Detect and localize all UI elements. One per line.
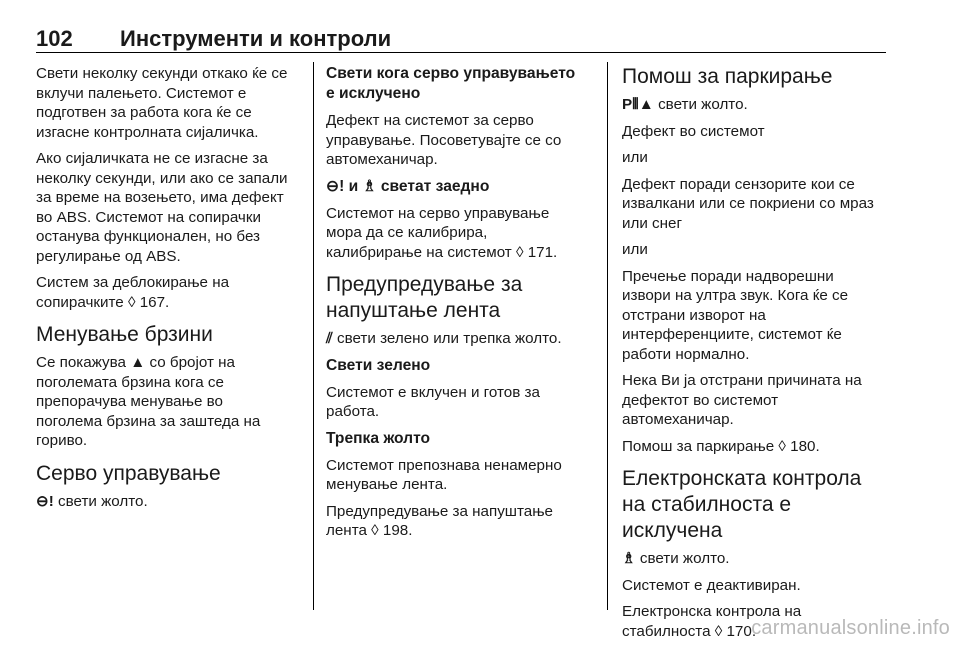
page-number: 102 bbox=[36, 26, 73, 51]
esc-reference: Електронска контрола на стабилноста ◊ 170. bbox=[622, 603, 802, 640]
or-text: или bbox=[622, 149, 648, 166]
interference-paragraph: Пречење поради надворешни извори на ултра звук. Кога ќе се отстрани изворот на интерференциите, системот ќе работи нормално. bbox=[622, 267, 849, 363]
gear-shift-heading: Менување брзини bbox=[36, 323, 213, 346]
steering-warning-icon: ⊖! bbox=[326, 177, 345, 195]
system-fault-text: Дефект во системот bbox=[622, 122, 765, 140]
lane-change-paragraph: Системот препознава ненамерно менување лента. bbox=[326, 456, 562, 493]
lane-departure-heading: Предупредување за напуштање лента bbox=[326, 273, 523, 322]
steering-warning-icon: ⊖! bbox=[36, 492, 54, 510]
servo-fault-paragraph: Дефект на системот за серво управување. Посоветувајте се со автомеханичар. bbox=[326, 112, 562, 168]
lane-departure-reference: Предупредување за напуштање лента ◊ 198. bbox=[326, 502, 554, 539]
abs-fault-paragraph: Ако сијаличката не се изгасне за неколку секунди, или ако се запали за време на возењето, има дефект во ABS. Системот на сопирачки останува функционален, но без регулирање од ABS. bbox=[36, 150, 288, 265]
calibration-paragraph: Системот на серво управување мора да се калибрира, калибрирање на системот ◊ 171. bbox=[326, 204, 558, 261]
power-steering-heading: Серво управување bbox=[36, 461, 221, 485]
page-title: Инструменти и контроли bbox=[120, 26, 392, 51]
sensor-fault-paragraph: Дефект поради сензорите кои се извалкани или се покриени со мраз или снег bbox=[622, 175, 874, 232]
lit-green-heading: Свети зелено bbox=[326, 356, 431, 374]
column-1 bbox=[36, 64, 298, 518]
lit-together-heading: ⊖! и ♗ светат заедно bbox=[326, 177, 490, 195]
esc-lamp-paragraph: ♗ свети жолто. bbox=[622, 550, 730, 567]
mechanic-paragraph: Нека Ви ја отстрани причината на дефектот во системот автомеханичар. bbox=[622, 372, 862, 428]
column-2 bbox=[326, 64, 588, 548]
lane-departure-paragraph: ⫽ свети зелено или трепка жолто. bbox=[326, 330, 562, 347]
esc-off-heading: Електронската контрола на стабилноста е исклучена bbox=[622, 467, 862, 542]
header-rule bbox=[36, 52, 886, 53]
page-header bbox=[36, 26, 886, 54]
or-text: или bbox=[622, 241, 648, 258]
stability-off-icon: ♗ bbox=[362, 177, 377, 195]
parking-lamp-paragraph: P⦀▲ свети жолто. bbox=[622, 96, 748, 113]
gear-shift-paragraph: Се покажува ▲ со бројот на поголемата брзина кога се препорачува менување во поголема брзина за заштеда на гориво. bbox=[36, 354, 261, 449]
watermark: carmanualsonline.info bbox=[751, 617, 950, 639]
column-divider bbox=[313, 62, 314, 610]
system-deactivated-text: Системот е деактивиран. bbox=[622, 576, 801, 594]
abs-lamp-paragraph: Свети неколку секунди откако ќе се вклучи палењето. Системот е подготвен за работа кога ќе се изгасне контролната сијаличка. bbox=[36, 65, 288, 141]
power-steering-paragraph: ⊖! свети жолто. bbox=[36, 492, 148, 510]
brake-release-reference: Систем за деблокирање на сопирачките ◊ 167. bbox=[36, 274, 230, 311]
stability-off-icon: ♗ bbox=[622, 550, 636, 567]
lane-departure-icon: ⫽ bbox=[326, 330, 333, 347]
parking-assist-icon: P⦀▲ bbox=[622, 96, 654, 113]
system-ready-paragraph: Системот е вклучен и готов за работа. bbox=[326, 383, 540, 420]
blink-yellow-heading: Трепка жолто bbox=[326, 429, 431, 447]
parking-assist-heading: Помош за паркирање bbox=[622, 65, 833, 88]
parking-assist-reference: Помош за паркирање ◊ 180. bbox=[622, 437, 820, 455]
column-3 bbox=[622, 64, 890, 648]
column-divider bbox=[607, 62, 608, 610]
servo-off-heading: Свети кога серво управувањето е исклучено bbox=[326, 65, 576, 102]
